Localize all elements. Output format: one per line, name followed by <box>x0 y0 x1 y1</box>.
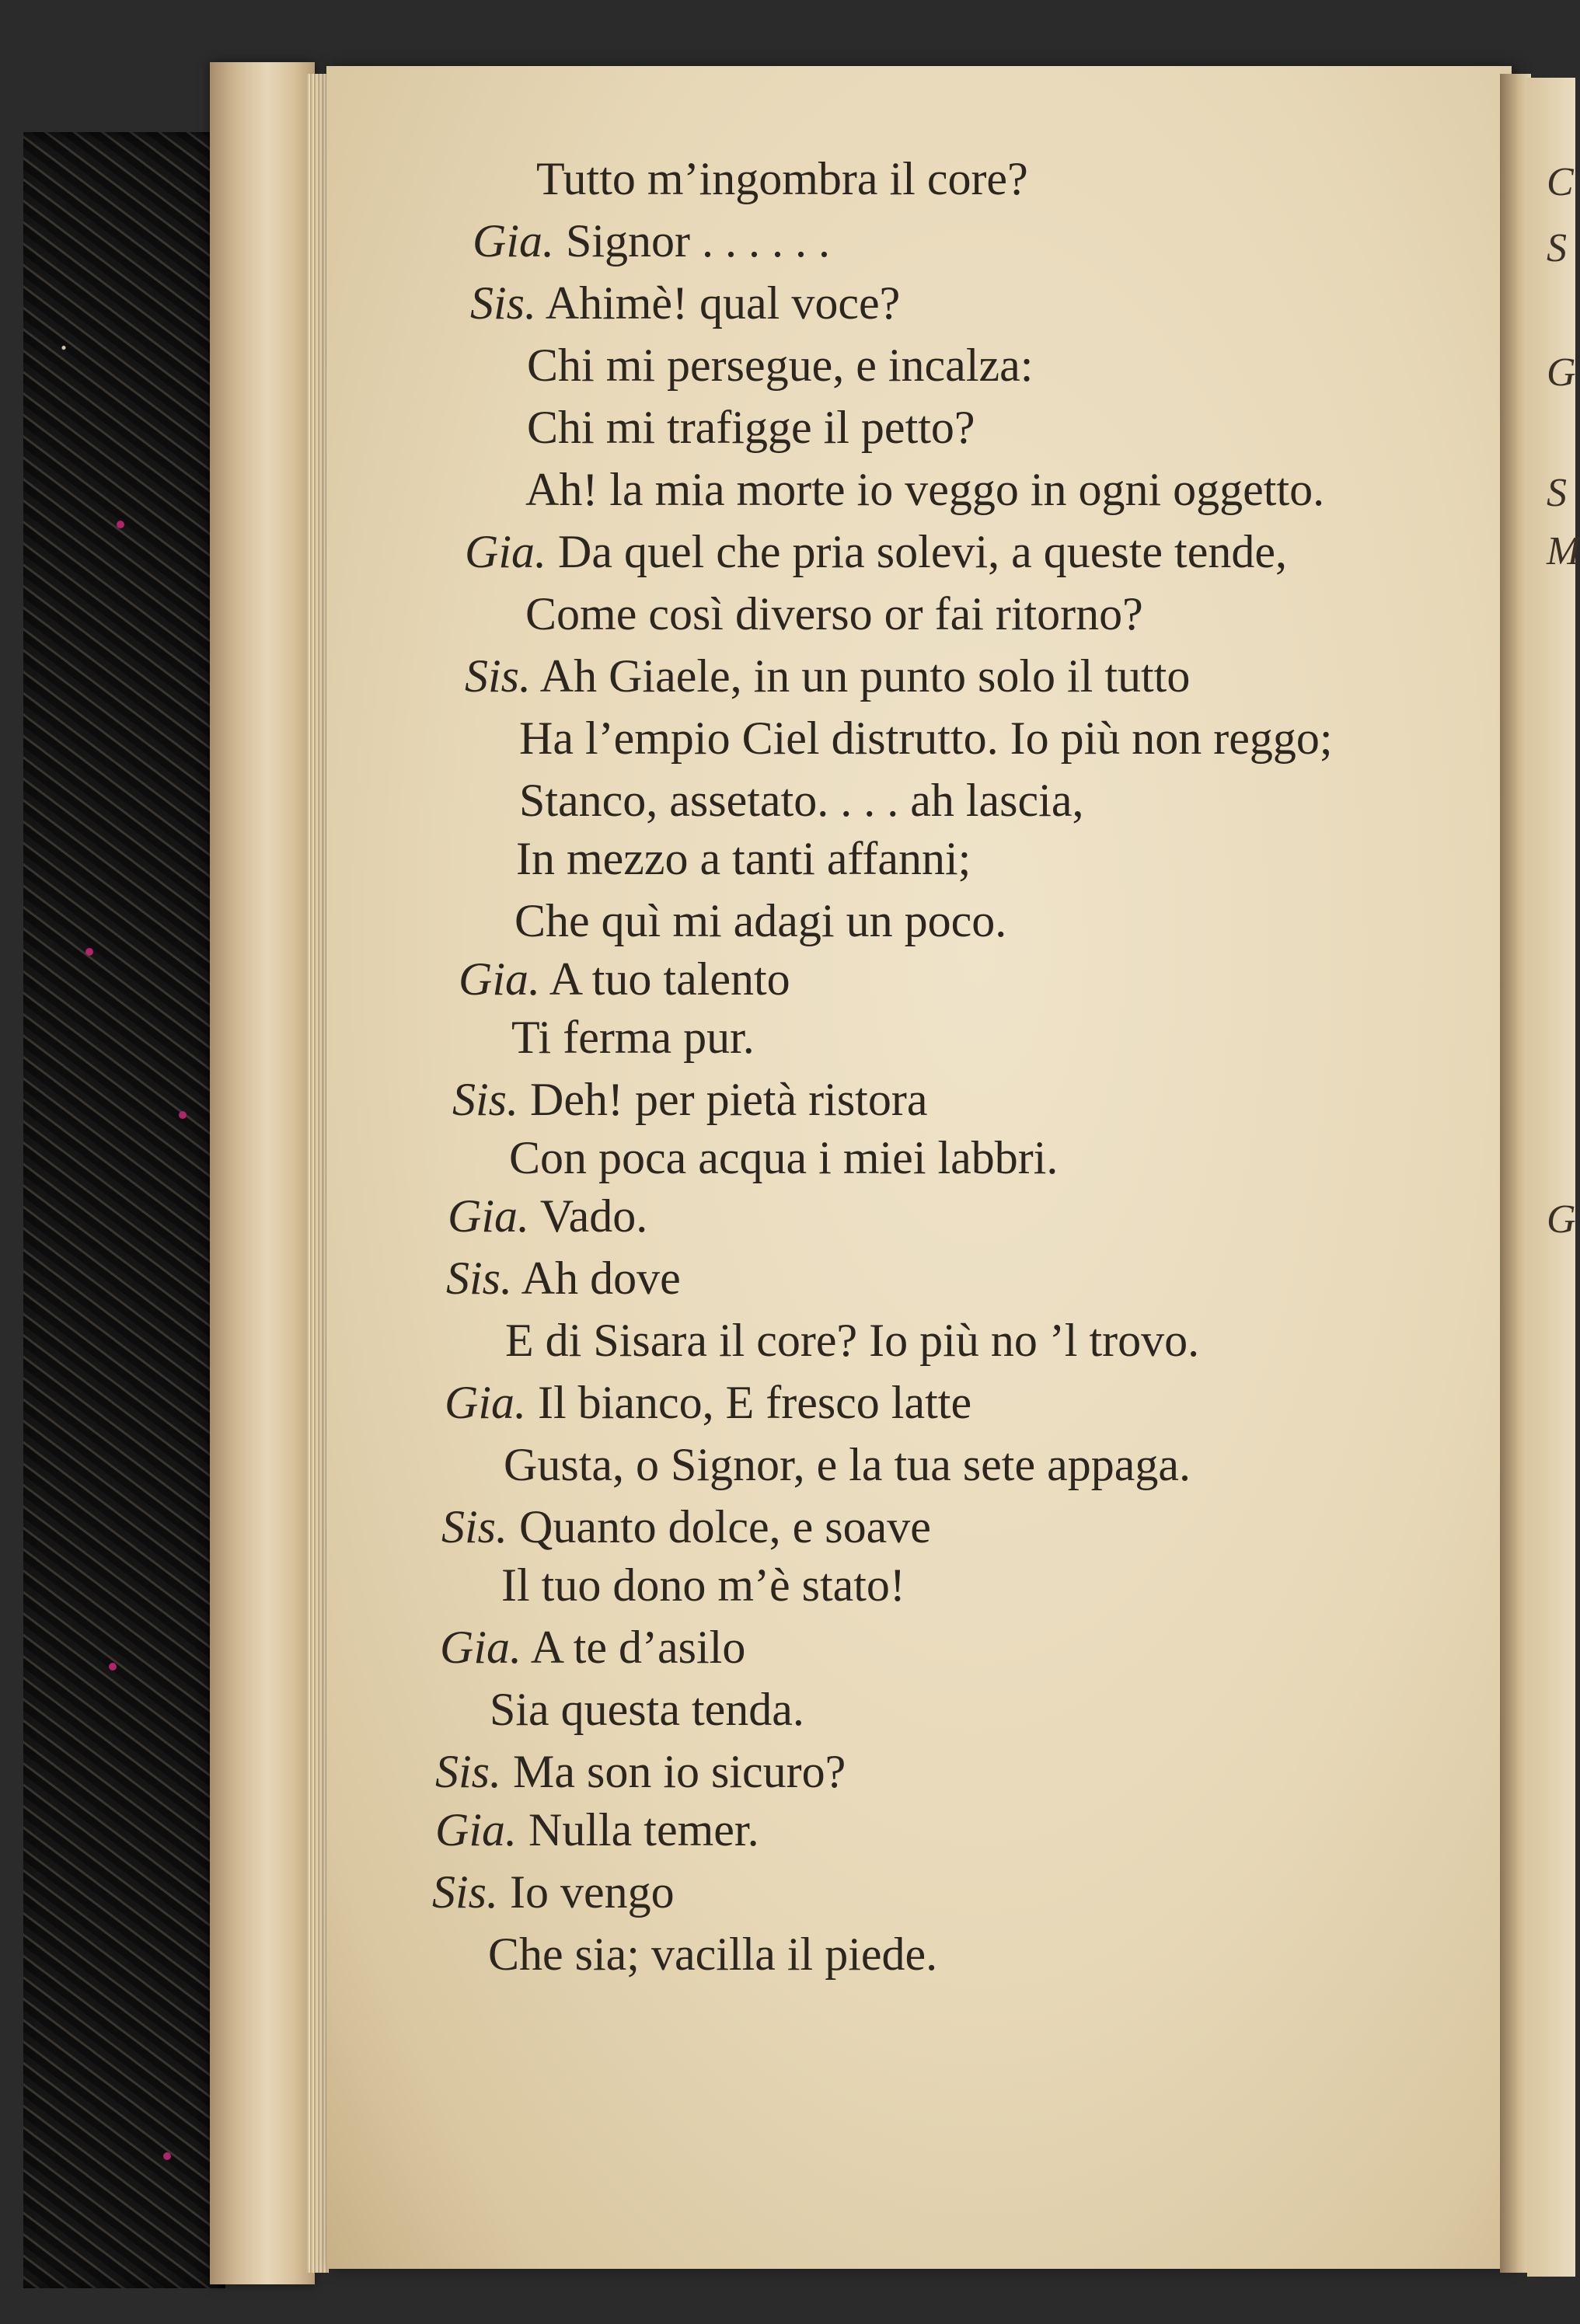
verse-text: Signor . . . . . . <box>566 215 831 267</box>
verse-text: Con poca acqua i miei labbri. <box>509 1132 1059 1183</box>
verse-text: Ahimè! qual voce? <box>545 277 901 329</box>
facing-page-letter: M <box>1547 529 1580 573</box>
verse-line <box>509 1134 1058 1181</box>
verse-line <box>511 1014 755 1061</box>
verse-line <box>504 1441 1191 1488</box>
speaker-label: Gia. <box>435 1804 517 1855</box>
speaker-label: Sis. <box>432 1866 499 1918</box>
verse-line <box>516 835 971 882</box>
verse-line <box>488 1929 938 1980</box>
verse-line <box>470 277 901 329</box>
verse-line <box>473 215 831 267</box>
verse-line <box>448 1190 648 1242</box>
verse-line <box>514 897 1006 944</box>
verse-text: Gusta, o Signor, e la tua sete appaga. <box>504 1439 1191 1490</box>
verse-text: Ah Giaele, in un punto solo il tutto <box>539 650 1191 702</box>
verse-text: Sia questa tenda. <box>490 1684 804 1735</box>
speaker-label: Sis. <box>435 1746 502 1797</box>
verse-text: In mezzo a tanti affanni; <box>516 833 971 884</box>
verse-line <box>536 155 1028 202</box>
verse-line <box>441 1503 931 1550</box>
facing-page-letter: G <box>1547 1197 1576 1242</box>
verse-line <box>519 713 1333 764</box>
verse-line <box>435 1804 759 1855</box>
verse-text: Ha l’empio Ciel distrutto. Io più non reggo; <box>519 713 1333 764</box>
verse-text: E di Sisara il core? Io più no ’l trovo. <box>505 1315 1200 1366</box>
verse-text: Io vengo <box>510 1866 675 1918</box>
speaker-label: Gia. <box>459 953 540 1005</box>
verse-line <box>501 1559 905 1611</box>
verse-text: Chi mi persegue, e incalza: <box>527 340 1034 391</box>
verse-line <box>440 1624 745 1671</box>
speaker-label: Gia. <box>445 1377 526 1428</box>
verse-text: Stanco, assetato. . . . ah lascia, <box>519 775 1084 826</box>
verse-line <box>452 1076 927 1123</box>
verse-text: Che quì mi adagi un poco. <box>514 895 1007 946</box>
verse-text: Il tuo dono m’è stato! <box>501 1559 905 1611</box>
verse-text: Da quel che pria solevi, a queste tende, <box>558 526 1287 577</box>
verse-line <box>445 1379 971 1426</box>
verse-line <box>527 404 975 451</box>
verse-line <box>525 588 1143 639</box>
facing-page-letter: G <box>1547 350 1576 395</box>
verse-line <box>435 1748 846 1795</box>
verse-text: Nulla temer. <box>528 1804 759 1855</box>
verse-text: Come così diverso or fai ritorno? <box>525 588 1143 639</box>
verse-line <box>465 528 1287 575</box>
verse-line <box>432 1866 675 1918</box>
verse-text: Tutto m’ingombra il core? <box>536 153 1028 204</box>
verse-line <box>490 1686 804 1733</box>
facing-page-letter: C <box>1547 160 1574 204</box>
verse-line <box>525 466 1324 513</box>
verse-text: A tuo talento <box>549 953 790 1005</box>
verse-line <box>465 650 1191 702</box>
speaker-label: Sis. <box>446 1253 513 1304</box>
verse-text: Che sia; vacilla il piede. <box>488 1929 938 1980</box>
verse-text: Ah! la mia morte io veggo in ogni oggetto. <box>525 464 1325 515</box>
speaker-label: Gia. <box>440 1622 521 1673</box>
facing-page-letter: S <box>1547 226 1567 270</box>
speaker-label: Sis. <box>465 650 532 702</box>
verse-line <box>505 1317 1199 1364</box>
verse-text: A te d’asilo <box>530 1622 746 1673</box>
speaker-label: Sis. <box>452 1074 519 1125</box>
verse-text: Ma son io sicuro? <box>513 1746 846 1797</box>
speaker-label: Gia. <box>473 215 554 267</box>
verse-text: Quanto dolce, e soave <box>519 1501 931 1552</box>
speaker-label: Gia. <box>465 526 546 577</box>
verse-line <box>446 1253 681 1304</box>
facing-page-letter: S <box>1547 471 1567 515</box>
speaker-label: Sis. <box>470 277 537 329</box>
verse-line <box>527 340 1034 391</box>
verse-text: Ti ferma pur. <box>511 1012 755 1063</box>
speaker-label: Gia. <box>448 1190 529 1242</box>
verse-text: Vado. <box>539 1190 648 1242</box>
verse-line <box>519 777 1083 824</box>
verse-text: Chi mi trafigge il petto? <box>527 402 975 453</box>
verse-text: Il bianco, E fresco latte <box>538 1377 972 1428</box>
speaker-label: Sis. <box>441 1501 508 1552</box>
verse-line <box>459 953 790 1005</box>
verse-text: Deh! per pietà ristora <box>530 1074 928 1125</box>
verse-text: Ah dove <box>521 1253 681 1304</box>
